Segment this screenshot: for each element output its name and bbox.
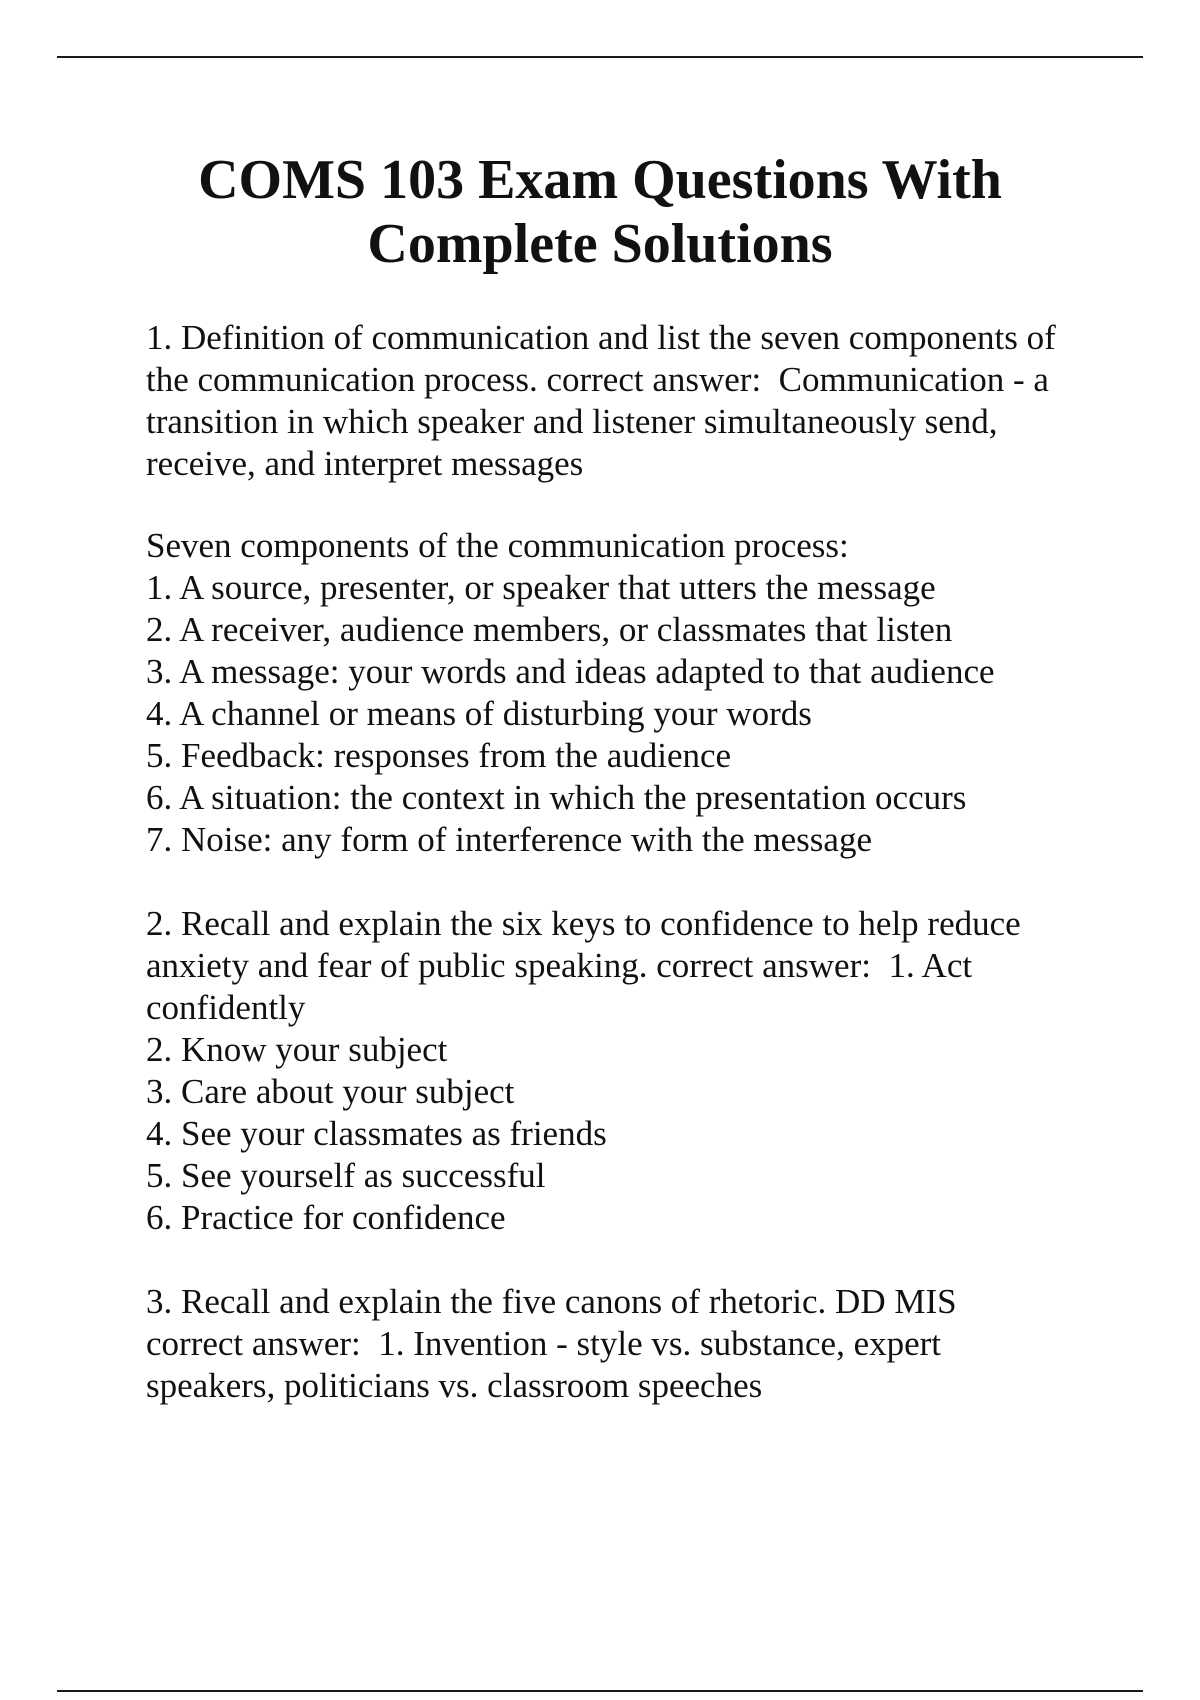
list-item: 6. Practice for confidence <box>146 1198 506 1237</box>
question-1 <box>146 317 1106 861</box>
list-item: 7. Noise: any form of interference with the message <box>146 820 872 859</box>
text-line: 1. Definition of communication and list the seven components of <box>146 318 1056 357</box>
question-2 <box>146 903 1106 1239</box>
text-line: transition in which speaker and listener simultaneously send, <box>146 402 998 441</box>
list-item: 2. Know your subject <box>146 1030 448 1069</box>
list-item: 5. See yourself as successful <box>146 1156 546 1195</box>
list-item: 1. A source, presenter, or speaker that utters the message <box>146 568 936 607</box>
list-item: 3. Care about your subject <box>146 1072 515 1111</box>
text-line: 2. Recall and explain the six keys to confidence to help reduce <box>146 904 1021 943</box>
text-line: the communication process. correct answer: Communication - a <box>146 360 1049 399</box>
list-item: 5. Feedback: responses from the audience <box>146 736 732 775</box>
top-divider <box>57 56 1143 58</box>
bottom-divider <box>57 1690 1143 1692</box>
title-line: COMS 103 Exam Questions With <box>198 149 1002 211</box>
list-item: 4. A channel or means of disturbing your words <box>146 694 812 733</box>
text-line: 3. Recall and explain the five canons of rhetoric. DD MIS <box>146 1282 957 1321</box>
list-item: 2. A receiver, audience members, or classmates that listen <box>146 610 953 649</box>
list-item: 3. A message: your words and ideas adapted to that audience <box>146 652 995 691</box>
list-item: 4. See your classmates as friends <box>146 1114 607 1153</box>
components-heading: Seven components of the communication process: <box>146 526 849 565</box>
text-line: confidently <box>146 988 306 1027</box>
question-3 <box>146 1281 1106 1407</box>
title-line: Complete Solutions <box>367 213 833 275</box>
text-line: anxiety and fear of public speaking. correct answer: 1. Act <box>146 946 973 985</box>
text-line: correct answer: 1. Invention - style vs. substance, expert <box>146 1324 942 1363</box>
text-line: receive, and interpret messages <box>146 444 584 483</box>
document-body <box>146 317 1106 1407</box>
list-item: 6. A situation: the context in which the presentation occurs <box>146 778 967 817</box>
text-line: speakers, politicians vs. classroom speeches <box>146 1366 763 1405</box>
document-title <box>0 148 1200 276</box>
